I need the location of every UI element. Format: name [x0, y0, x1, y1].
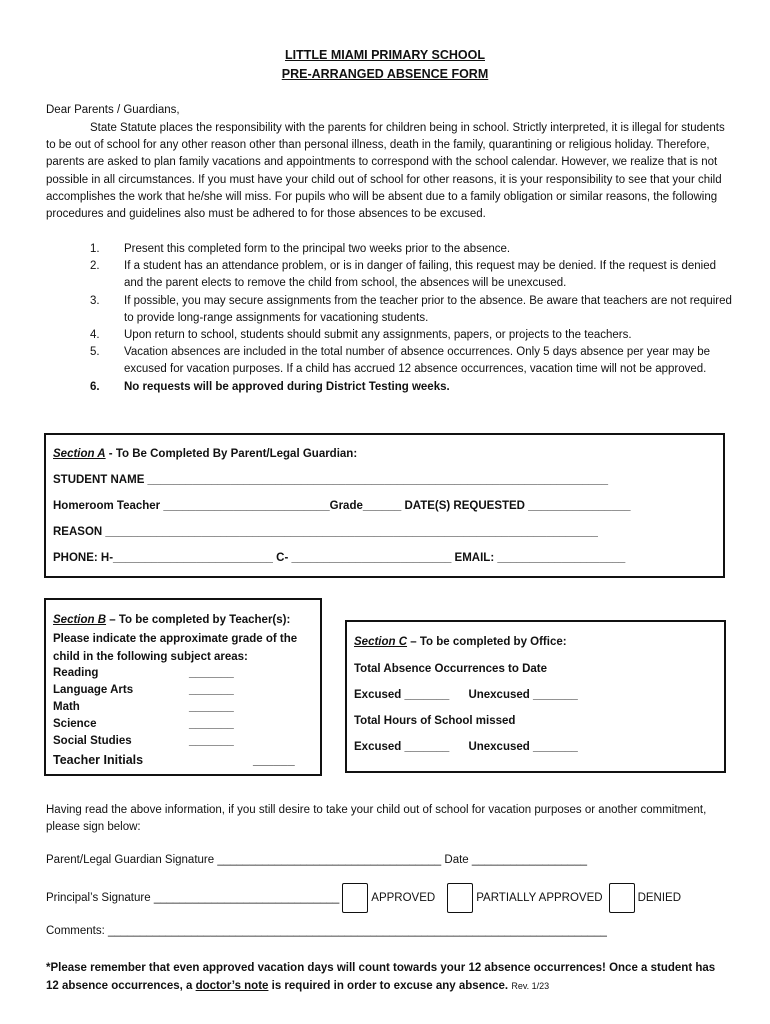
excused-unexcused-field-2[interactable]: Excused _______ Unexcused _______: [354, 741, 578, 753]
list-text: Vacation absences are included in the total number of absence occurrences. Only 5 days absence per year may be excused for vacation purposes. If a child has accrued 12 absence occurrences, vacation time will not be approved.: [124, 346, 710, 376]
excused-unexcused-field-1[interactable]: Excused _______ Unexcused _______: [354, 689, 578, 701]
section-a-heading: [53, 448, 357, 460]
guidelines-list: [46, 241, 736, 396]
section-a-heading-text: - To Be Completed By Parent/Legal Guardian:: [105, 448, 358, 460]
list-text: Upon return to school, students should submit any assignments, papers, or projects to the teachers.: [124, 329, 632, 342]
intro-paragraph: [46, 120, 726, 223]
grade-blank[interactable]: _______: [189, 718, 234, 730]
form-title: PRE-ARRANGED ABSENCE FORM: [281, 67, 489, 81]
grade-blank[interactable]: _______: [189, 667, 234, 679]
denied-label: DENIED: [637, 892, 682, 904]
list-number: 3.: [90, 294, 100, 307]
approved-checkbox[interactable]: [342, 883, 368, 913]
list-text: If a student has an attendance problem, or is in danger of failing, this request may be denied. If the request is denied and the parent elects to remove the child from school, the absences will be unexcused.: [124, 260, 716, 290]
subject-row-reading[interactable]: [53, 667, 283, 679]
parent-signature-field[interactable]: Parent/Legal Guardian Signature ___________________________________ Date __________________: [46, 854, 587, 866]
revision-label: Rev. 1/23: [511, 981, 550, 991]
teacher-initials-row[interactable]: [53, 753, 295, 767]
list-number: 5.: [90, 346, 100, 359]
partially-approved-checkbox[interactable]: [447, 883, 473, 913]
section-c-heading-text: – To be completed by Office:: [407, 636, 567, 648]
subject-row-math[interactable]: [53, 701, 283, 713]
phone-email-field[interactable]: PHONE: H-_________________________ C- _________________________ EMAIL: ____________________: [53, 552, 626, 564]
list-item: [46, 241, 736, 258]
grade-blank[interactable]: _______: [189, 684, 234, 696]
list-item: [46, 293, 736, 327]
initials-blank[interactable]: ______: [253, 753, 295, 767]
salutation: Dear Parents / Guardians,: [46, 104, 180, 116]
section-c-heading: [354, 636, 567, 648]
section-a-box: [44, 433, 725, 578]
list-item: [46, 327, 736, 344]
list-text: No requests will be approved during District Testing weeks.: [124, 380, 450, 393]
principal-signature-row: [46, 883, 681, 913]
subject-label: Math: [53, 701, 80, 713]
teacher-initials-label: Teacher Initials: [53, 753, 144, 767]
list-number: 6.: [90, 380, 100, 393]
grade-blank[interactable]: _______: [189, 735, 234, 747]
subject-label: Science: [53, 718, 97, 730]
section-a-label: Section A: [53, 448, 106, 460]
closing-paragraph: Having read the above information, if you still desire to take your child out of school for vacation purposes or another commitment, please sign below:: [46, 804, 707, 834]
subject-row-social-studies[interactable]: [53, 735, 283, 747]
subject-label: Social Studies: [53, 735, 132, 747]
section-b-instruction: Please indicate the approximate grade of the child in the following subject areas:: [53, 633, 298, 663]
list-item: [46, 379, 736, 396]
partially-approved-label: PARTIALLY APPROVED: [476, 892, 603, 904]
reminder-text: *Please remember that even approved vacation days will count towards your 12 absence occurrences! Once a student has 12 absence occurrences, a: [46, 962, 716, 992]
list-item: [46, 258, 736, 292]
list-number: 1.: [90, 243, 100, 255]
total-hours-label: Total Hours of School missed: [354, 715, 516, 727]
reason-field[interactable]: REASON _____________________________________________________________________________: [53, 526, 598, 538]
section-b-heading-text: – To be completed by Teacher(s):: [106, 614, 291, 626]
list-text: Present this completed form to the principal two weeks prior to the absence.: [124, 243, 511, 255]
reminder-note: [46, 959, 726, 995]
grade-blank[interactable]: _______: [189, 701, 234, 713]
subject-label: Language Arts: [53, 684, 134, 696]
reminder-text-end: is required in order to excuse any absence.: [268, 980, 509, 992]
comments-field[interactable]: Comments: ______________________________________________________________________________: [46, 925, 607, 937]
subject-row-science[interactable]: [53, 718, 283, 730]
section-c-box: [345, 620, 726, 773]
doctors-note-text: doctor’s note: [195, 980, 269, 992]
student-name-field[interactable]: STUDENT NAME ________________________________________________________________________: [53, 474, 609, 486]
approved-label: APPROVED: [371, 892, 436, 904]
principal-signature-field[interactable]: Principal’s Signature _____________________________: [46, 892, 340, 904]
section-b-label: Section B: [53, 614, 107, 626]
list-text: If possible, you may secure assignments from the teacher prior to the absence. Be aware that teachers are not required to provide long-range assignments for vacationing students.: [124, 294, 732, 324]
list-number: 4.: [90, 329, 100, 342]
total-occurrences-label: Total Absence Occurrences to Date: [354, 663, 548, 675]
school-title: LITTLE MIAMI PRIMARY SCHOOL: [285, 48, 485, 62]
intro-text: State Statute places the responsibility with the parents for children being in school. Strictly interpreted, it is illegal for students to be out of school for any other reason other than personal illness, death in the family, quarantining or religious holiday. Therefore, parents are asked to plan family vacations and appointments to correspond with the school calendar. However, we realize that is not possible in all circumstances. If you must have your child out of school for other reasons, it is your responsibility to see that your child accomplishes the work that he/she will miss. For pupils who will be absent due to a family obligation or similar reasons, the following procedures and guidelines also must be adhered to for those absences to be excused.: [46, 122, 725, 221]
subject-label: Reading: [53, 667, 99, 679]
section-b-box: [44, 598, 322, 776]
list-item: [46, 344, 736, 378]
denied-checkbox[interactable]: [609, 883, 635, 913]
section-c-label: Section C: [354, 636, 408, 648]
homeroom-grade-dates-field[interactable]: Homeroom Teacher __________________________Grade______ DATE(S) REQUESTED ________________: [53, 500, 631, 512]
list-number: 2.: [90, 260, 100, 273]
subject-row-language-arts[interactable]: [53, 684, 283, 696]
section-b-heading: [53, 614, 290, 626]
